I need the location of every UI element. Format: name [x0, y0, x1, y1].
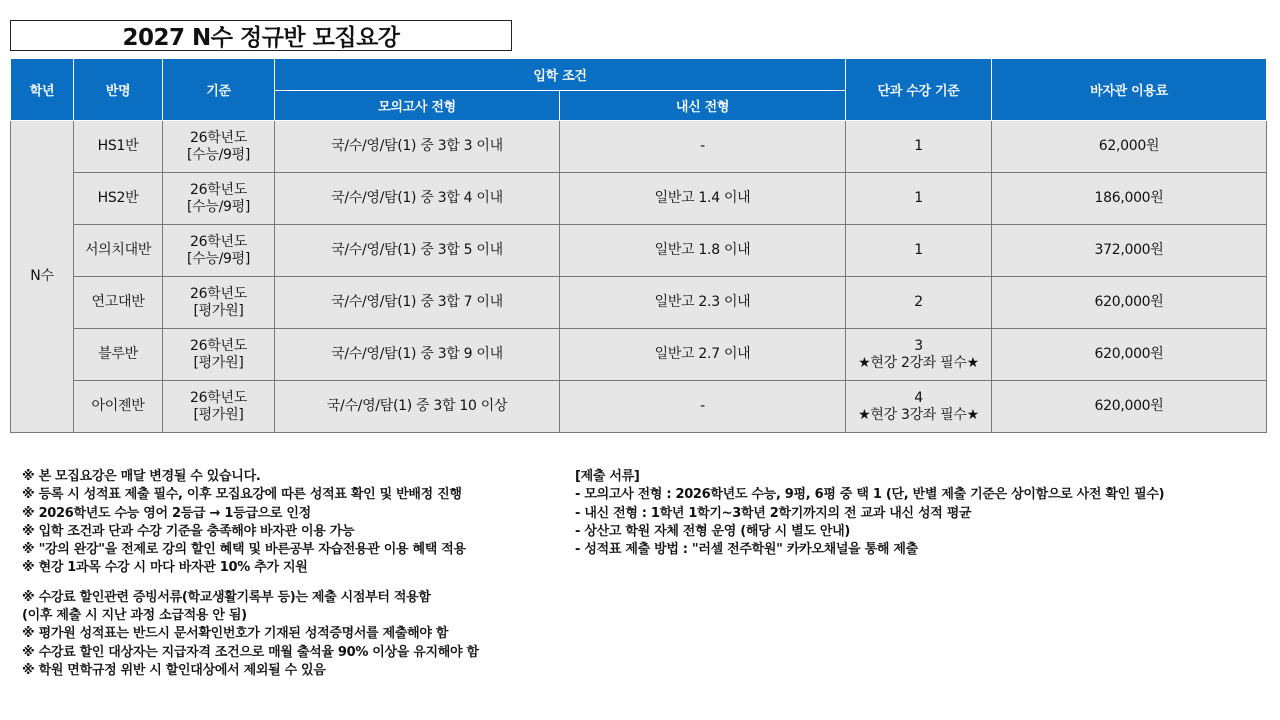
course-count: 4	[914, 389, 923, 406]
mock-exam-cell: 국/수/영/탐(1) 중 3합 4 이내	[275, 173, 560, 225]
class-name-cell: HS2반	[74, 173, 163, 225]
single-course-cell	[846, 225, 992, 277]
course-count: 1	[914, 138, 923, 154]
class-name-cell: 연고대반	[74, 277, 163, 329]
criteria-year: 26학년도	[190, 129, 247, 146]
note-line: ※ 입학 조건과 단과 수강 기준을 충족해야 바자관 이용 가능	[22, 523, 355, 539]
header-criteria: 기준	[163, 59, 275, 121]
school-grade-cell: 일반고 2.3 이내	[560, 277, 846, 329]
note-line: ※ 평가원 성적표는 반드시 문서확인번호가 기재된 성적증명서를 제출해야 함	[22, 626, 449, 642]
criteria-year: 26학년도	[190, 233, 247, 250]
course-note: ★현강 2강좌 필수★	[858, 354, 979, 371]
single-course-cell	[846, 329, 992, 381]
course-count: 3	[914, 337, 923, 354]
table-row	[11, 381, 1267, 433]
single-course-cell	[846, 121, 992, 173]
mock-exam-cell: 국/수/영/탐(1) 중 3합 9 이내	[275, 329, 560, 381]
fee-cell: 62,000원	[992, 121, 1267, 173]
school-grade-cell: -	[560, 121, 846, 173]
class-name-cell: 블루반	[74, 329, 163, 381]
submission-line: - 내신 전형 : 1학년 1학기~3학년 2학기까지의 전 교과 내신 성적 평균	[575, 505, 972, 521]
class-name-cell: HS1반	[74, 121, 163, 173]
table-row	[11, 329, 1267, 381]
criteria-cell	[163, 329, 275, 381]
mock-exam-cell: 국/수/영/탐(1) 중 3합 3 이내	[275, 121, 560, 173]
note-line: ※ 현강 1과목 수강 시 마다 바자관 10% 추가 지원	[22, 560, 308, 576]
header-single-course: 단과 수강 기준	[846, 59, 992, 121]
mock-exam-cell: 국/수/영/탐(1) 중 3합 5 이내	[275, 225, 560, 277]
criteria-type: [평가원]	[193, 302, 244, 319]
course-note: ★현강 3강좌 필수★	[858, 406, 979, 423]
page-title: 2027 N수 정규반 모집요강	[10, 20, 512, 51]
mock-exam-cell: 국/수/영/탐(1) 중 3합 7 이내	[275, 277, 560, 329]
criteria-cell	[163, 121, 275, 173]
header-admission: 입학 조건	[275, 59, 846, 91]
fee-cell: 186,000원	[992, 173, 1267, 225]
fee-cell: 620,000원	[992, 381, 1267, 433]
note-line: ※ 학원 면학규정 위반 시 할인대상에서 제외될 수 있음	[22, 662, 326, 678]
fee-cell: 620,000원	[992, 329, 1267, 381]
header-grade: 학년	[11, 59, 74, 121]
notes-left	[22, 468, 562, 680]
criteria-type: [평가원]	[193, 406, 244, 423]
table-row	[11, 225, 1267, 277]
school-grade-cell: -	[560, 381, 846, 433]
single-course-cell	[846, 381, 992, 433]
criteria-cell	[163, 381, 275, 433]
criteria-cell	[163, 225, 275, 277]
submission-documents	[575, 468, 1275, 559]
note-line: ※ "강의 완강"을 전제로 강의 할인 혜택 및 바른공부 자습전용관 이용 혜택 적용	[22, 542, 466, 558]
admission-table	[10, 58, 1267, 433]
submission-heading: [제출 서류]	[575, 469, 640, 484]
school-grade-cell: 일반고 1.8 이내	[560, 225, 846, 277]
school-grade-cell: 일반고 1.4 이내	[560, 173, 846, 225]
criteria-cell	[163, 277, 275, 329]
mock-exam-cell: 국/수/영/탐(1) 중 3합 10 이상	[275, 381, 560, 433]
class-name-cell: 서의치대반	[74, 225, 163, 277]
header-class-name: 반명	[74, 59, 163, 121]
class-name-cell: 아이젠반	[74, 381, 163, 433]
criteria-type: [수능/9평]	[186, 198, 251, 215]
criteria-cell	[163, 173, 275, 225]
submission-line: - 모의고사 전형 : 2026학년도 수능, 9평, 6평 중 택 1 (단, 반별 제출 기준은 상이함으로 사전 확인 필수)	[575, 487, 1165, 503]
table-row	[11, 277, 1267, 329]
submission-line: - 상산고 학원 자체 전형 운영 (해당 시 별도 안내)	[575, 523, 851, 539]
note-line: ※ 수강료 할인관련 증빙서류(학교생활기록부 등)는 제출 시점부터 적용함	[22, 589, 431, 605]
criteria-type: [수능/9평]	[186, 250, 251, 267]
criteria-type: [수능/9평]	[186, 146, 251, 163]
table-row	[11, 121, 1267, 173]
fee-cell: 372,000원	[992, 225, 1267, 277]
note-line: ※ 본 모집요강은 매달 변경될 수 있습니다.	[22, 469, 261, 484]
single-course-cell	[846, 277, 992, 329]
note-line: ※ 수강료 할인 대상자는 지급자격 조건으로 매월 출석율 90% 이상을 유지해야 함	[22, 644, 479, 660]
note-line: (이후 제출 시 지난 과정 소급적용 안 됨)	[22, 608, 247, 624]
criteria-year: 26학년도	[190, 285, 247, 302]
course-count: 2	[914, 294, 923, 310]
criteria-year: 26학년도	[190, 181, 247, 198]
header-school-grade: 내신 전형	[560, 91, 846, 121]
grade-cell: N수	[11, 121, 74, 433]
table-row	[11, 173, 1267, 225]
note-line: ※ 등록 시 성적표 제출 필수, 이후 모집요강에 따른 성적표 확인 및 반배정 진행	[22, 487, 462, 503]
header-mock-exam: 모의고사 전형	[275, 91, 560, 121]
criteria-year: 26학년도	[190, 389, 247, 406]
single-course-cell	[846, 173, 992, 225]
note-line: ※ 2026학년도 수능 영어 2등급 → 1등급으로 인정	[22, 505, 311, 521]
header-study-room-fee: 바자관 이용료	[992, 59, 1267, 121]
school-grade-cell: 일반고 2.7 이내	[560, 329, 846, 381]
criteria-type: [평가원]	[193, 354, 244, 371]
fee-cell: 620,000원	[992, 277, 1267, 329]
course-count: 1	[914, 190, 923, 206]
course-count: 1	[914, 242, 923, 258]
criteria-year: 26학년도	[190, 337, 247, 354]
submission-line: - 성적표 제출 방법 : "러셀 전주학원" 카카오채널을 통해 제출	[575, 542, 918, 558]
